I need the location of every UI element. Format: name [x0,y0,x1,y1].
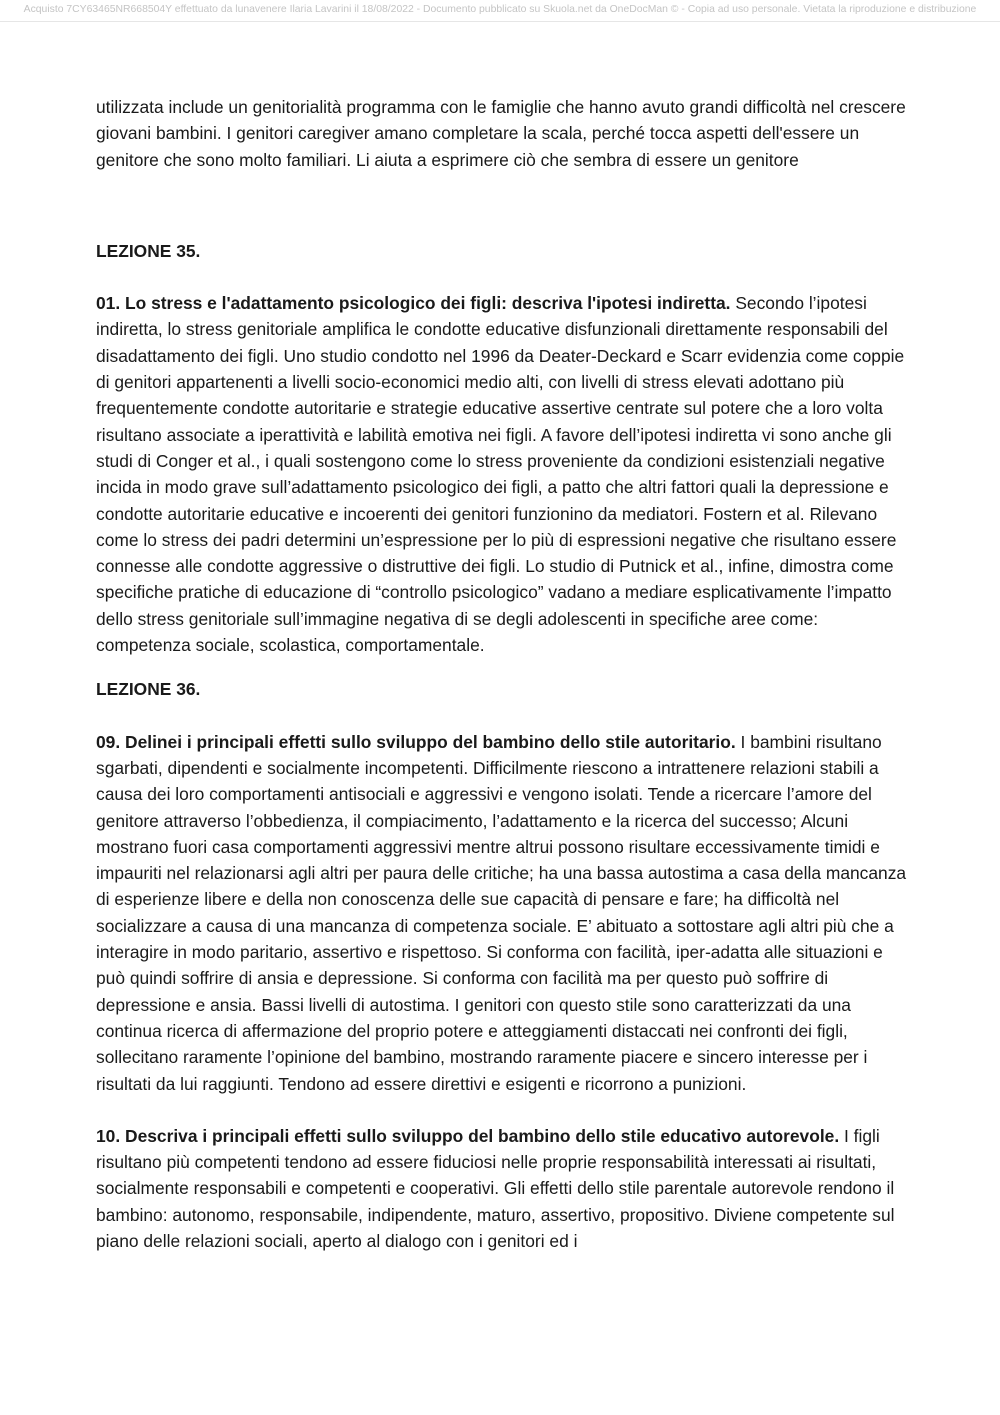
lesson-36-title: LEZIONE 36. [96,679,201,700]
question-01-answer: Secondo l’ipotesi indiretta, lo stress genitoriale amplifica le condotte educative disfunzionali direttamente responsabili del disadattamento dei figli. Uno studio condotto nel 1996 da Deater-Deckard e Scarr evidenzia come coppie di genitori appartenenti a livelli socio-economici medio alti, con livelli di stress elevati adottano più frequentemente condotte autoritarie e strategie educative assertive centrate sul potere che a loro volta risultano associate a iperattività e labilità emotiva nei figli. A favore dell’ipotesi indiretta vi sono anche gli studi di Conger et al., i quali sostengono come lo stress proveniente da condizioni esistenziali negative incida in modo grave sull’adattamento psicologico dei figli, a patto che altri fattori quali la depressione e condotte autoritarie educative e incoerenti dei genitori funzionino da mediatori. Fostern et al. Rilevano come lo stress dei padri determini un’espressione per lo più di espressioni negative che risultano essere connesse alle condotte aggressive o distruttive dei figli. Lo studio di Putnick et al., infine, dimostra come specifiche pratiche di educazione di “controllo psicologico” vadano a mediare esplicativamente l’impatto dello stress genitoriale sull’immagine negativa di se degli adolescenti in specifiche aree come: competenza sociale, scolastica, comportamentale. [96,293,905,656]
question-01 [96,290,908,658]
intro-paragraph: utilizzata include un genitorialità programma con le famiglie che hanno avuto grandi difficoltà nel crescere giovani bambini. I genitori caregiver amano completare la scala, perché tocca aspetti dell'essere un genitore che sono molto familiari. Li aiuta a esprimere ciò che sembra di essere un genitore [96,97,906,170]
watermark-notice: Acquisto 7CY63465NR668504Y effettuato da lunavenere Ilaria Lavarini il 18/08/2022 - Documento pubblicato su Skuola.net da OneDocMan © - Copia ad uso personale. Vietata la riproduzione e distribuzione [23,4,977,15]
question-10-label: 10. Descriva i principali effetti sullo sviluppo del bambino dello stile educativo autorevole. [96,1125,840,1146]
question-01-label: 01. Lo stress e l'adattamento psicologico dei figli: descriva l'ipotesi indiretta. [96,293,731,314]
header-divider [0,21,1000,22]
lesson-35-title: LEZIONE 35. [96,240,201,261]
question-09 [96,729,908,1097]
question-09-answer: I bambini risultano sgarbati, dipendenti e socialmente incompetenti. Difficilmente riescono a intrattenere relazioni stabili a causa dei loro comportamenti antisociali e aggressivi e vengono isolati. Tende a ricercare l’amore del genitore attraverso l’obbedienza, il compiacimento, l’adattamento e la ricerca del successo; Alcuni mostrano fuori casa comportamenti aggressivi mentre altrui possono risultare eccessivamente timidi e impauriti nel relazionarsi agli altri per paura delle critiche; ha una bassa autostima a casa della mancanza di esperienze libere e della non conoscenza delle sue capacità di pensare e fare; ha difficoltà nel socializzare a causa di una mancanza di competenza sociale. E’ abituato a sottostare agli altri più che a interagire in modo paritario, assertivo e rispettoso. Si conforma con facilità, iper-adatta alle situazioni e può quindi soffrire di ansia e depressione. Si conforma con facilità ma per questo può soffrire di depressione e ansia. Bassi livelli di autostima. I genitori con questo stile sono caratterizzati da una continua ricerca di affermazione del proprio potere e atteggiamenti distaccati nei confronti dei figli, sollecitano raramente l’opinione del bambino, mostrando raramente piacere e sincero interesse per i risultati da lui raggiunti. Tendono ad essere direttivi e esigenti e ricorrono a punizioni. [96,731,907,1094]
question-09-label: 09. Delinei i principali effetti sullo sviluppo del bambino dello stile autoritario. [96,731,736,752]
document-body [96,94,908,1254]
question-10 [96,1123,908,1254]
question-10-answer: I figli risultano più competenti tendono ad essere fiduciosi nelle proprie responsabilità interessati ai risultati, socialmente responsabili e competenti e cooperativi. Gli effetti dello stile parentale autorevole rendono il bambino: autonomo, responsabile, indipendente, maturo, assertivo, propositivo. Diviene competente sul piano delle relazioni sociali, aperto al dialogo con i genitori ed i [96,1125,895,1251]
